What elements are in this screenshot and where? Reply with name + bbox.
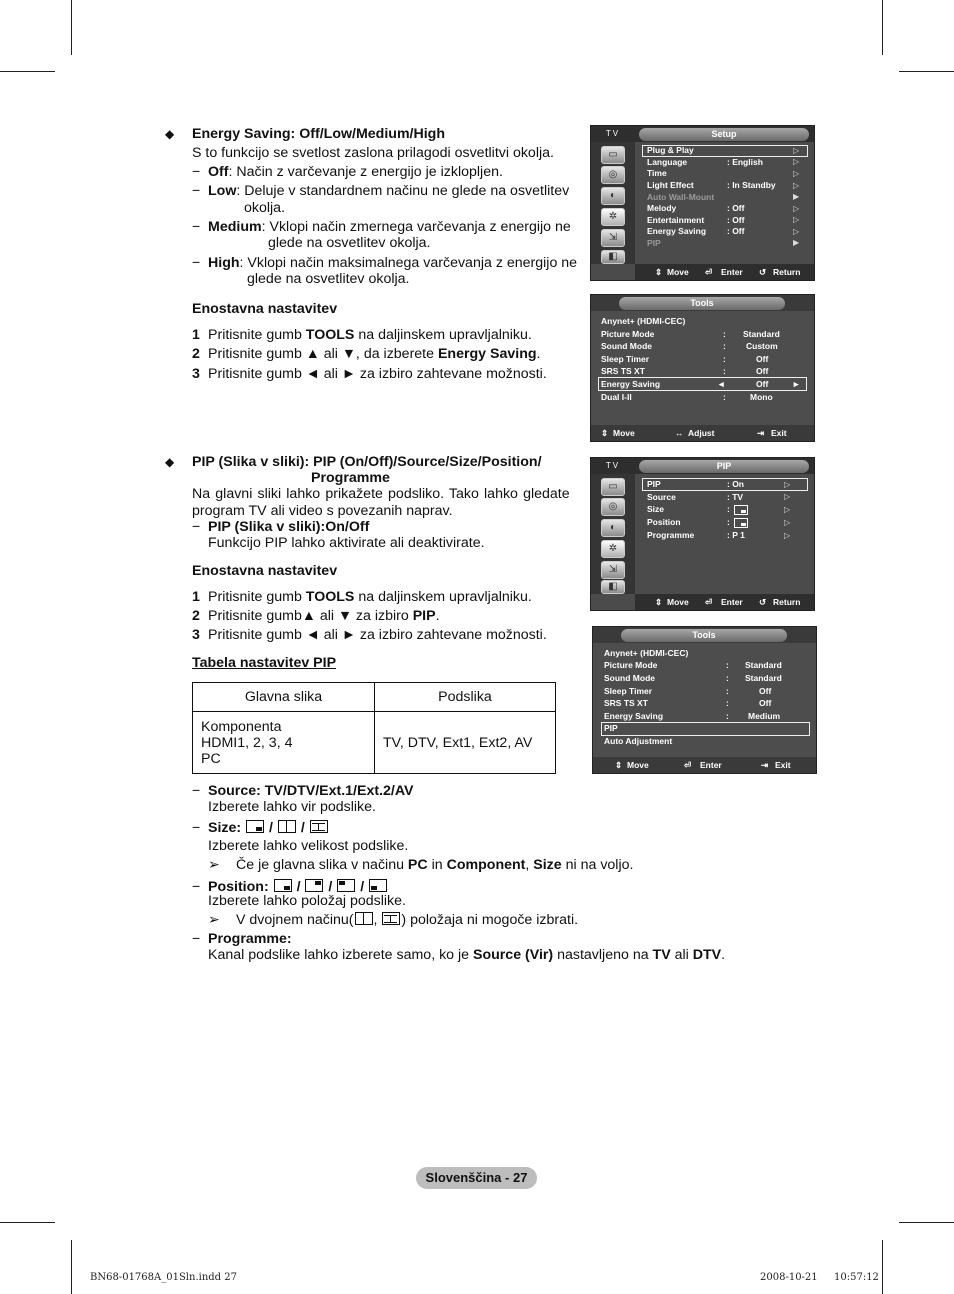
table-cell-line: PC — [201, 750, 221, 767]
desc-text: ali — [670, 947, 693, 963]
menu-sep: : — [723, 366, 726, 376]
pip-menu-screen — [590, 457, 815, 611]
position-bottom-right-icon — [274, 879, 292, 892]
source-description: Izberete lahko vir podslike. — [208, 799, 376, 815]
chevron-right-icon: ▷ — [784, 505, 791, 514]
size-double-wide-icon — [310, 820, 328, 833]
chevron-right-icon: ▷ — [793, 204, 800, 213]
return-icon: ↺ — [759, 267, 767, 277]
chevron-right-icon: ▷ — [784, 480, 791, 489]
exit-icon: ⇥ — [757, 428, 765, 438]
menu-footer — [635, 264, 814, 280]
menu-title: Tools — [621, 629, 787, 642]
chevron-right-icon: ▷ — [793, 146, 800, 155]
section-title-energy-saving: Energy Saving: Off/Low/Medium/High — [192, 126, 446, 142]
chevron-right-icon: ▷ — [793, 157, 800, 166]
menu-item-value: : — [727, 517, 730, 527]
note-key: Component — [446, 857, 526, 873]
channel-icon[interactable]: ◐ — [601, 519, 625, 537]
menu-item[interactable]: Size — [647, 504, 665, 514]
menu-sidebar — [591, 142, 635, 264]
position-line: Position: / / / — [208, 879, 388, 896]
menu-sep: : — [726, 673, 729, 683]
picture-icon[interactable]: ▭ — [601, 478, 625, 496]
menu-item: Auto Wall-Mount — [647, 192, 715, 202]
step-text: na daljinskem upravljalniku. — [354, 589, 532, 605]
menu-sidebar — [591, 474, 635, 594]
note-symbol: ➢ — [208, 857, 220, 873]
menu-item-value: : — [727, 504, 730, 514]
footer-move: Move — [627, 760, 649, 770]
step-key: TOOLS — [305, 589, 355, 605]
step-text: . — [435, 608, 440, 624]
footer-file: BN68-01768A_01Sln.indd 27 — [90, 1272, 237, 1283]
note-text: Če je glavna slika v načinu — [236, 857, 408, 873]
footer-exit: Exit — [771, 428, 787, 438]
option-text: : Vklopi način maksimalnega varčevanja z energijo ne — [239, 255, 578, 271]
footer-move: Move — [667, 267, 689, 277]
enter-icon: ⏎ — [684, 760, 692, 770]
step-key: Energy Saving — [437, 346, 537, 362]
bullet-diamond: ◆ — [165, 455, 175, 469]
programme-label: Programme: — [208, 931, 292, 947]
size-double-icon — [278, 820, 296, 833]
menu-sep: : — [726, 686, 729, 696]
sound-icon[interactable]: ◎ — [601, 166, 625, 184]
size-double-wide-icon — [382, 912, 400, 925]
option-medium-cont: glede na osvetlitev okolja. — [268, 235, 431, 251]
size-label: Size: — [208, 820, 242, 836]
note-text: ni na voljo. — [561, 857, 634, 873]
chevron-right-icon: ▷ — [793, 227, 800, 236]
menu-item[interactable]: Language — [647, 157, 688, 167]
menu-item-value: : P 1 — [727, 530, 745, 540]
option-label: Medium — [208, 219, 262, 235]
option-text: : Način z varčevanje z energijo je izklopljen. — [228, 164, 503, 180]
size-line: Size: / / — [208, 820, 329, 837]
table-cell-main — [193, 712, 375, 774]
footer-exit: Exit — [775, 760, 791, 770]
menu-item[interactable]: Sound Mode — [604, 673, 655, 683]
option-high-cont: glede na osvetlitev okolja. — [247, 271, 410, 287]
picture-icon[interactable]: ▭ — [601, 146, 625, 164]
easy-setup-title: Enostavna nastavitev — [192, 563, 338, 579]
option-label: Off — [208, 164, 229, 180]
menu-item[interactable]: Sound Mode — [601, 341, 652, 351]
step-number: 2 — [192, 346, 200, 362]
sub-description: Funkcijo PIP lahko aktivirate ali deaktivirate. — [208, 535, 485, 551]
step-text: Pritisnite gumb▲ ali ▼ za izbiro — [208, 608, 413, 624]
step-number: 1 — [192, 589, 200, 605]
crop-mark — [0, 1222, 55, 1223]
option-high — [208, 255, 577, 272]
menu-sep: : — [723, 354, 726, 364]
menu-item-value: : Off — [727, 203, 745, 213]
application-icon[interactable]: ◧ — [601, 580, 625, 594]
step-3: Pritisnite gumb ◄ ali ► za izbiro zahtevane možnosti. — [208, 627, 547, 643]
menu-item[interactable]: SRS TS XT — [604, 698, 648, 708]
menu-item-value: : In Standby — [727, 180, 776, 190]
input-icon[interactable]: ⇲ — [601, 561, 625, 579]
menu-item-value: : English — [727, 157, 763, 167]
position-bottom-right-icon — [734, 518, 748, 528]
table-title: Tabela nastavitev PIP — [192, 655, 337, 671]
option-off — [208, 164, 503, 181]
menu-item[interactable]: Light Effect — [647, 180, 694, 190]
menu-item-value: Standard — [745, 660, 782, 670]
step-text: . — [536, 346, 541, 362]
note-text: in — [427, 857, 447, 873]
menu-sep: : — [723, 329, 726, 339]
source-label: Source: TV/DTV/Ext.1/Ext.2/AV — [208, 783, 414, 799]
option-label: Low — [208, 183, 237, 199]
step-text: na daljinskem upravljalniku. — [354, 327, 532, 343]
table-header-cell: Podslika — [375, 683, 556, 712]
menu-item-value: : On — [727, 479, 744, 489]
tv-label: T V — [605, 129, 619, 138]
note-text: ) položaja ni mogoče izbrati. — [401, 912, 579, 928]
menu-item[interactable]: Position — [647, 517, 681, 527]
bullet-diamond: ◆ — [165, 127, 175, 141]
table-header-cell: Glavna slika — [193, 683, 375, 712]
step-1 — [208, 327, 532, 344]
position-label: Position: — [208, 879, 269, 895]
crop-mark — [71, 0, 72, 55]
menu-title: PIP — [639, 460, 809, 473]
dash: − — [192, 931, 201, 947]
menu-item[interactable]: Picture Mode — [601, 329, 655, 339]
option-low — [208, 183, 569, 200]
menu-item-value: : TV — [727, 492, 744, 502]
position-note: V dvojnem načinu( , ) položaja ni mogoče izbrati. — [236, 912, 579, 928]
desc-text: nastavljeno na — [553, 947, 653, 963]
menu-sep: : — [726, 711, 729, 721]
footer-enter: Enter — [700, 760, 722, 770]
size-small-icon — [734, 505, 748, 515]
menu-sep: : — [726, 660, 729, 670]
menu-item-value: Off — [759, 686, 772, 696]
menu-item-value: Mono — [750, 392, 773, 402]
menu-item-value: Medium — [748, 711, 781, 721]
dash: − — [192, 164, 201, 180]
step-number: 3 — [192, 366, 200, 382]
enter-icon: ⏎ — [705, 267, 713, 277]
step-text: Pritisnite gumb — [208, 589, 306, 605]
position-top-right-icon — [305, 879, 323, 892]
menu-item[interactable]: Sleep Timer — [604, 686, 653, 696]
crop-mark — [882, 0, 883, 55]
option-text: : Deluje v standardnem načinu ne glede na osvetlitev — [236, 183, 570, 199]
menu-item[interactable]: Auto Adjustment — [604, 736, 673, 746]
exit-icon: ⇥ — [761, 760, 769, 770]
menu-item-value: Standard — [743, 329, 780, 339]
menu-item[interactable]: Source — [647, 492, 676, 502]
table-cell-sub: TV, DTV, Ext1, Ext2, AV — [375, 712, 556, 774]
arrow-right-icon[interactable]: ► — [792, 379, 801, 389]
position-top-left-icon — [337, 879, 355, 892]
menu-item-value: Off — [756, 354, 769, 364]
menu-item[interactable]: PIP — [647, 479, 661, 489]
chevron-right-icon: ▷ — [793, 181, 800, 190]
menu-item[interactable]: Melody — [647, 203, 677, 213]
section-description: S to funkcijo se svetlost zaslona prilagodi osvetlitvi okolja. — [192, 145, 554, 161]
footer-return: Return — [773, 597, 801, 607]
desc-text: Kanal podslike lahko izberete samo, ko je — [208, 947, 473, 963]
step-number: 2 — [192, 608, 200, 624]
section-description: program TV ali video s povezanih naprav. — [192, 503, 453, 519]
note-text: , — [525, 857, 534, 873]
chevron-right-icon: ▷ — [784, 492, 791, 501]
chevron-right-icon: ▷ — [784, 518, 791, 527]
section-title-pip-cont: Programme — [311, 470, 390, 486]
step-number: 1 — [192, 327, 200, 343]
menu-item[interactable]: Dual I-II — [601, 392, 632, 402]
note-key: Size — [533, 857, 562, 873]
step-1 — [208, 589, 532, 606]
size-note — [236, 857, 633, 874]
enter-icon: ⏎ — [705, 597, 713, 607]
menu-item-value: Custom — [746, 341, 778, 351]
sound-icon[interactable]: ◎ — [601, 498, 625, 516]
menu-sep: : — [726, 698, 729, 708]
desc-key: Source (Vir) — [472, 947, 554, 963]
crop-mark — [882, 1240, 883, 1294]
easy-setup-title: Enostavna nastavitev — [192, 301, 338, 317]
dash: − — [192, 820, 201, 836]
menu-item-selected[interactable]: PIP — [604, 723, 618, 733]
desc-key: TV — [652, 947, 671, 963]
step-3: Pritisnite gumb ◄ ali ► za izbiro zahtevane možnosti. — [208, 366, 547, 382]
menu-footer — [591, 425, 814, 441]
chevron-right-icon: ▷ — [784, 531, 791, 540]
step-text: Pritisnite gumb — [208, 327, 306, 343]
menu-sep: : — [723, 392, 726, 402]
section-description: Na glavni sliki lahko prikažete podsliko. Tako lahko gledate — [192, 486, 570, 502]
dash: − — [192, 783, 201, 799]
move-icon: ⇕ — [655, 597, 663, 607]
setup-icon[interactable]: ✲ — [601, 208, 625, 226]
step-2 — [208, 346, 540, 363]
note-symbol: ➢ — [208, 912, 220, 928]
crop-mark — [899, 71, 954, 72]
crop-mark — [899, 1222, 954, 1223]
dash: − — [192, 879, 201, 895]
channel-icon[interactable]: ◐ — [601, 187, 625, 205]
pip-settings-table — [192, 682, 556, 774]
tools-menu-screen — [592, 626, 817, 774]
menu-item[interactable]: Entertainment — [647, 215, 705, 225]
menu-item-value: Standard — [745, 673, 782, 683]
footer-adjust: Adjust — [688, 428, 715, 438]
option-label: High — [208, 255, 240, 271]
option-text: : Vklopi način zmernega varčevanja z energijo ne — [261, 219, 571, 235]
footer-time: 10:57:12 — [834, 1272, 879, 1283]
desc-key: DTV — [692, 947, 722, 963]
menu-item-value: Off — [756, 379, 769, 389]
step-key: PIP — [412, 608, 436, 624]
footer-move: Move — [667, 597, 689, 607]
menu-title: Setup — [639, 128, 809, 141]
menu-item[interactable]: Energy Saving — [647, 226, 707, 236]
menu-item[interactable]: Anynet+ (HDMI-CEC) — [601, 316, 686, 326]
table-cell-line: Komponenta — [201, 718, 282, 735]
note-key: PC — [407, 857, 428, 873]
chevron-right-icon: ▶ — [793, 192, 800, 201]
menu-item[interactable]: Picture Mode — [604, 660, 658, 670]
menu-item-value: : Off — [727, 215, 745, 225]
desc-text: . — [721, 947, 726, 963]
size-description: Izberete lahko velikost podslike. — [208, 838, 409, 854]
size-double-icon — [355, 912, 373, 925]
move-icon: ⇕ — [655, 267, 663, 277]
move-icon: ⇕ — [601, 428, 609, 438]
menu-item-value: Off — [756, 366, 769, 376]
page-number-badge: Slovenščina - 27 — [416, 1167, 537, 1189]
step-text: Pritisnite gumb ▲ ali ▼, da izberete — [208, 346, 438, 362]
dash: − — [192, 519, 201, 535]
dash: − — [192, 183, 201, 199]
menu-item[interactable]: Sleep Timer — [601, 354, 650, 364]
application-icon[interactable]: ◧ — [601, 250, 625, 264]
menu-item[interactable]: SRS TS XT — [601, 366, 645, 376]
crop-mark — [71, 1240, 72, 1294]
selected-row-highlight — [601, 722, 810, 736]
menu-item[interactable]: Programme — [647, 530, 695, 540]
setup-menu-screen — [590, 125, 815, 281]
footer-move: Move — [613, 428, 635, 438]
option-medium — [208, 219, 571, 236]
position-description: Izberete lahko položaj podslike. — [208, 893, 406, 909]
section-title-pip: PIP (Slika v sliki): PIP (On/Off)/Source/Size/Position/ — [192, 454, 542, 470]
menu-title: Tools — [619, 297, 785, 310]
step-key: TOOLS — [305, 327, 355, 343]
menu-item[interactable]: Anynet+ (HDMI-CEC) — [604, 648, 689, 658]
menu-sep: : — [723, 341, 726, 351]
chevron-right-icon: ▷ — [793, 169, 800, 178]
footer-enter: Enter — [721, 597, 743, 607]
programme-description — [208, 947, 725, 964]
menu-item-value: Off — [759, 698, 772, 708]
menu-item[interactable]: Time — [647, 168, 667, 178]
footer-date: 2008-10-21 — [760, 1272, 818, 1283]
menu-item[interactable]: Energy Saving — [604, 711, 664, 721]
dash: − — [192, 255, 201, 271]
footer-enter: Enter — [721, 267, 743, 277]
arrow-left-icon[interactable]: ◄ — [717, 379, 726, 389]
adjust-icon: ↔ — [675, 428, 684, 438]
sub-title-pip-onoff: PIP (Slika v sliki):On/Off — [208, 519, 370, 535]
dash: − — [192, 219, 201, 235]
step-number: 3 — [192, 627, 200, 643]
tv-label: T V — [605, 461, 619, 470]
table-cell-line: HDMI1, 2, 3, 4 — [201, 734, 293, 751]
note-text: V dvojnem načinu( — [236, 912, 354, 928]
menu-footer — [635, 594, 814, 610]
menu-footer — [593, 757, 816, 773]
menu-item: PIP — [647, 238, 661, 248]
crop-mark — [0, 71, 55, 72]
input-icon[interactable]: ⇲ — [601, 229, 625, 247]
return-icon: ↺ — [759, 597, 767, 607]
position-bottom-left-icon — [369, 879, 387, 892]
menu-item-selected[interactable]: Energy Saving — [601, 379, 661, 389]
option-low-cont: okolja. — [244, 200, 286, 216]
footer-return: Return — [773, 267, 801, 277]
chevron-right-icon: ▶ — [793, 238, 800, 247]
step-2 — [208, 608, 440, 625]
chevron-right-icon: ▷ — [793, 215, 800, 224]
tools-menu-screen — [590, 294, 815, 442]
setup-icon[interactable]: ✲ — [601, 540, 625, 558]
menu-item-value: : Off — [727, 226, 745, 236]
menu-item[interactable]: Plug & Play — [647, 145, 694, 155]
move-icon: ⇕ — [615, 760, 623, 770]
size-small-icon — [246, 820, 264, 833]
